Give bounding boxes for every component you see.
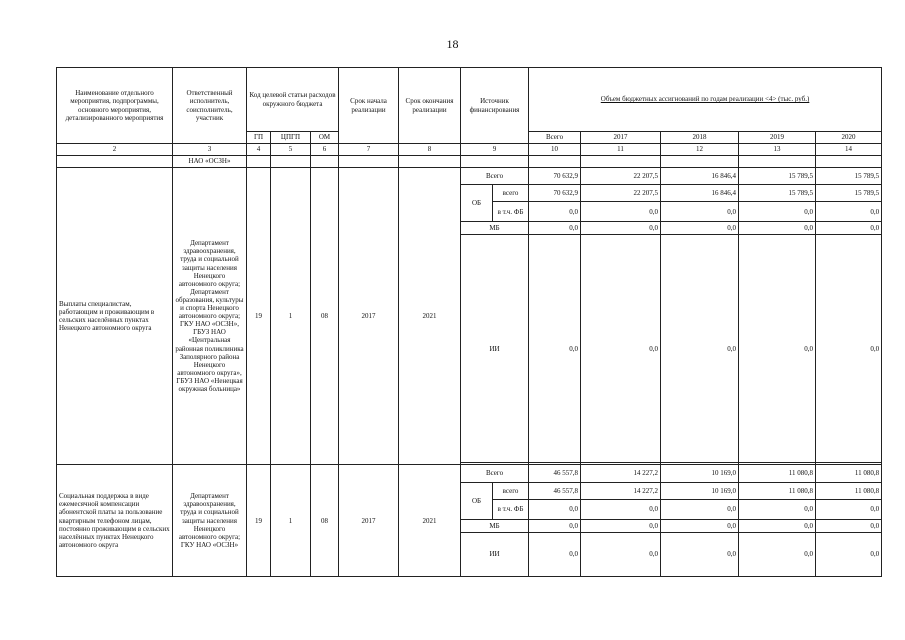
value-cell: 10 169,0: [661, 482, 739, 499]
value-cell: 70 632,9: [529, 168, 581, 185]
value-cell: 0,0: [816, 519, 882, 532]
value-cell: 0,0: [581, 222, 661, 235]
value-cell: 0,0: [816, 532, 882, 576]
header-volume: Объем бюджетных ассигнований по годам реализации <4> (тыс. руб.): [529, 68, 882, 132]
column-number: 14: [816, 144, 882, 156]
column-number: 4: [247, 144, 271, 156]
header-budget-code: Код целевой статьи расходов окружного бюджета: [247, 68, 339, 132]
column-number: 3: [173, 144, 247, 156]
activity-1-total-label: Всего: [461, 168, 529, 185]
value-cell: 0,0: [661, 532, 739, 576]
activity-2-executor: Департамент здравоохранения, труда и социальной защиты населения Ненецкого автономного округа; ГКУ НАО «ОСЗН»: [173, 465, 247, 576]
value-cell: 15 789,5: [739, 185, 816, 202]
value-cell: 0,0: [581, 235, 661, 463]
value-cell: 0,0: [581, 532, 661, 576]
activity-2-total-row: [57, 465, 882, 482]
header-row: [57, 68, 882, 132]
value-cell: 0,0: [529, 519, 581, 532]
value-cell: 0,0: [529, 235, 581, 463]
header-ptsgp: ЦПГП: [271, 132, 311, 144]
header-executor: Ответственный исполнитель, соисполнитель, участник: [173, 68, 247, 144]
column-number: 7: [339, 144, 399, 156]
activity-1-executor: Департамент здравоохранения, труда и социальной защиты населения Ненецкого автономного округа; Департамент образования, культуры и спорта Ненецкого автономного округа; ГКУ НАО «ОСЗН», ГБУЗ НАО «Центральная районная поликлиника Заполярного района Ненецкого автономного округа», ГБУЗ НАО «Ненецкая окружная больница»: [173, 168, 247, 465]
column-number: 8: [399, 144, 461, 156]
value-cell: 0,0: [661, 222, 739, 235]
activity-2-fb-label: в т.ч. ФБ: [493, 499, 529, 519]
activity-2-om: 08: [311, 465, 339, 576]
value-cell: 0,0: [816, 202, 882, 222]
activity-2-mb-label: МБ: [461, 519, 529, 532]
value-cell: 16 846,4: [661, 168, 739, 185]
header-year: 2019: [739, 132, 816, 144]
value-cell: 11 080,8: [739, 482, 816, 499]
header-year: 2020: [816, 132, 882, 144]
column-number: 2: [57, 144, 173, 156]
column-number: 10: [529, 144, 581, 156]
value-cell: 14 227,2: [581, 482, 661, 499]
value-cell: 15 789,5: [816, 185, 882, 202]
value-cell: 0,0: [661, 202, 739, 222]
activity-1-ptsgp: 1: [271, 168, 311, 465]
activity-2-name: Социальная поддержка в виде ежемесячной компенсации абонентской платы за пользование квартирным телефоном лицам, постоянно проживающим в сельских населённых пунктах Ненецкого автономного округа: [57, 465, 173, 576]
value-cell: 46 557,8: [529, 465, 581, 482]
activity-2-ii-label: ИИ: [461, 532, 529, 576]
value-cell: 46 557,8: [529, 482, 581, 499]
column-number: 12: [661, 144, 739, 156]
activity-1-mb-label: МБ: [461, 222, 529, 235]
value-cell: 0,0: [661, 519, 739, 532]
value-cell: 0,0: [816, 499, 882, 519]
value-cell: 10 169,0: [661, 465, 739, 482]
budget-table: [56, 67, 882, 577]
column-number: 11: [581, 144, 661, 156]
value-cell: 0,0: [739, 499, 816, 519]
activity-2-ptsgp: 1: [271, 465, 311, 576]
activity-1-ii-label: ИИ: [461, 235, 529, 463]
value-cell: 0,0: [581, 499, 661, 519]
activity-1-ob-label: ОБ: [461, 185, 493, 222]
activity-1-start: 2017: [339, 168, 399, 465]
activity-1-ob-total-label: всего: [493, 185, 529, 202]
value-cell: 11 080,8: [739, 465, 816, 482]
value-cell: 0,0: [739, 532, 816, 576]
value-cell: 0,0: [661, 235, 739, 463]
value-cell: 0,0: [529, 222, 581, 235]
value-cell: 0,0: [739, 222, 816, 235]
activity-1-total-row: [57, 168, 882, 185]
header-source: Источник финансирования: [461, 68, 529, 144]
activity-1-name: Выплаты специалистам, работающим и проживающим в сельских населённых пунктах Ненецкого автономного округа: [57, 168, 173, 465]
value-cell: 11 080,8: [816, 465, 882, 482]
column-number: 5: [271, 144, 311, 156]
header-om: ОМ: [311, 132, 339, 144]
continuation-executor: НАО «ОСЗН»: [173, 156, 247, 168]
page-number: 18: [446, 37, 459, 51]
value-cell: 0,0: [581, 202, 661, 222]
value-cell: 0,0: [739, 235, 816, 463]
activity-2-start: 2017: [339, 465, 399, 576]
header-year: 2017: [581, 132, 661, 144]
value-cell: 0,0: [739, 519, 816, 532]
activity-2-ob-total-label: всего: [493, 482, 529, 499]
activity-2-ob-label: ОБ: [461, 482, 493, 519]
value-cell: 0,0: [739, 202, 816, 222]
value-cell: 0,0: [529, 532, 581, 576]
header-end: Срок окончания реализации: [399, 68, 461, 144]
value-cell: 22 207,5: [581, 168, 661, 185]
value-cell: 15 789,5: [816, 168, 882, 185]
header-start: Срок начала реализации: [339, 68, 399, 144]
activity-1-fb-label: в т.ч. ФБ: [493, 202, 529, 222]
value-cell: 0,0: [529, 499, 581, 519]
value-cell: 22 207,5: [581, 185, 661, 202]
value-cell: 0,0: [529, 202, 581, 222]
column-numbers-row: [57, 144, 882, 156]
value-cell: 15 789,5: [739, 168, 816, 185]
activity-2-gp: 19: [247, 465, 271, 576]
header-year-total: Всего: [529, 132, 581, 144]
column-number: 6: [311, 144, 339, 156]
activity-1-end: 2021: [399, 168, 461, 465]
activity-1-om: 08: [311, 168, 339, 465]
column-number: 13: [739, 144, 816, 156]
value-cell: 0,0: [661, 499, 739, 519]
value-cell: 70 632,9: [529, 185, 581, 202]
value-cell: 11 080,8: [816, 482, 882, 499]
activity-2-total-label: Всего: [461, 465, 529, 482]
header-gp: ГП: [247, 132, 271, 144]
header-year: 2018: [661, 132, 739, 144]
value-cell: 0,0: [816, 222, 882, 235]
value-cell: 0,0: [581, 519, 661, 532]
column-number: 9: [461, 144, 529, 156]
activity-1-gp: 19: [247, 168, 271, 465]
continuation-row: [57, 156, 882, 168]
activity-2-end: 2021: [399, 465, 461, 576]
value-cell: 14 227,2: [581, 465, 661, 482]
value-cell: 0,0: [816, 235, 882, 463]
value-cell: 16 846,4: [661, 185, 739, 202]
header-activity-name: Наименование отдельного мероприятия, подпрограммы, основного мероприятия, детализированного мероприятия: [57, 68, 173, 144]
